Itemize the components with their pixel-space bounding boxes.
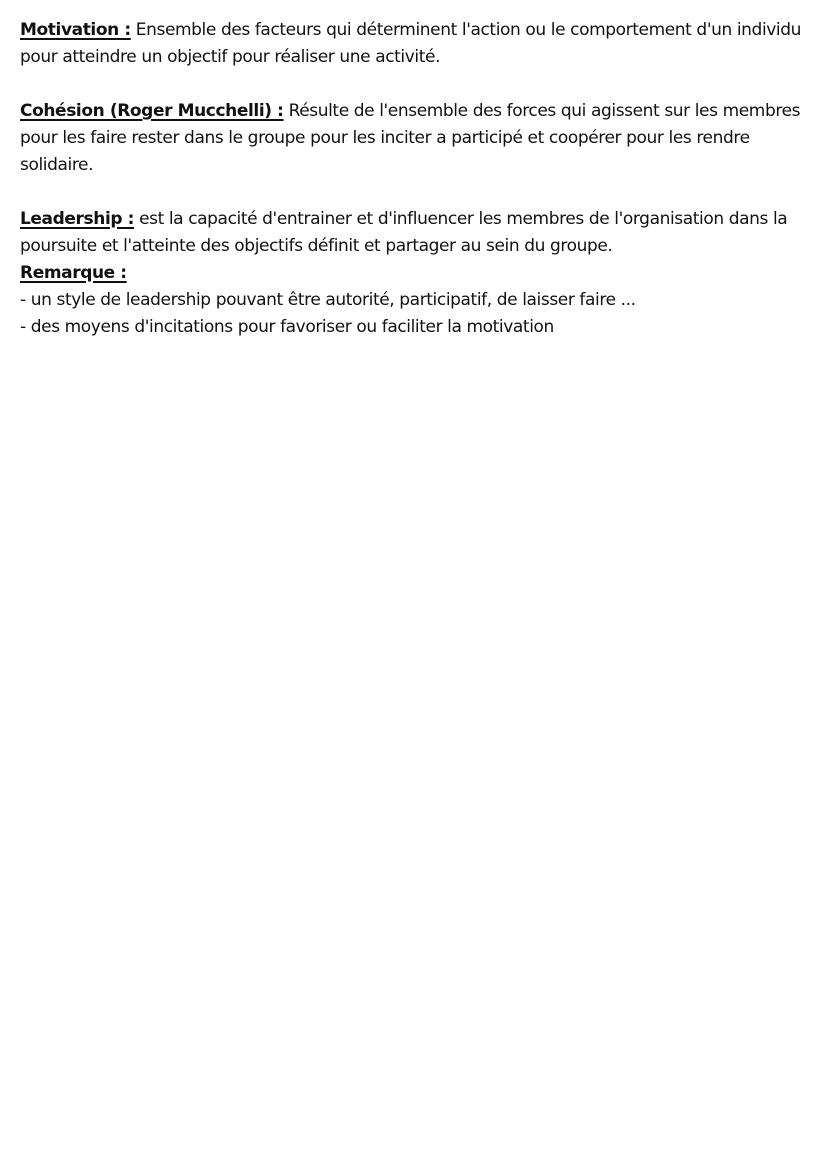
remarque-item-1: - un style de leadership pouvant être autorité, participatif, de laisser faire ...	[20, 290, 636, 310]
cohesion-definition	[20, 98, 815, 179]
motivation-term: Motivation :	[20, 20, 131, 40]
leadership-definition	[20, 206, 815, 260]
leadership-term: Leadership :	[20, 209, 135, 229]
motivation-text: Ensemble des facteurs qui déterminent l'action ou le comportement d'un individu pour atteindre un objectif pour réaliser une activité.	[20, 20, 802, 67]
cohesion-term: Cohésion (Roger Mucchelli) :	[20, 101, 284, 121]
document-page	[20, 17, 815, 341]
remarque-item-2: - des moyens d'incitations pour favoriser ou faciliter la motivation	[20, 317, 554, 337]
remarque-heading: Remarque :	[20, 263, 127, 283]
spacer	[20, 71, 815, 98]
remarque-block	[20, 260, 815, 341]
cohesion-text: Résulte de l'ensemble des forces qui agissent sur les membres pour les faire rester dans le groupe pour les inciter a participé et coopérer pour les rendre solidaire.	[20, 101, 801, 175]
leadership-text: est la capacité d'entrainer et d'influencer les membres de l'organisation dans la poursuite et l'atteinte des objectifs définit et partager au sein du groupe.	[20, 209, 788, 256]
motivation-definition	[20, 17, 815, 71]
spacer	[20, 179, 815, 206]
